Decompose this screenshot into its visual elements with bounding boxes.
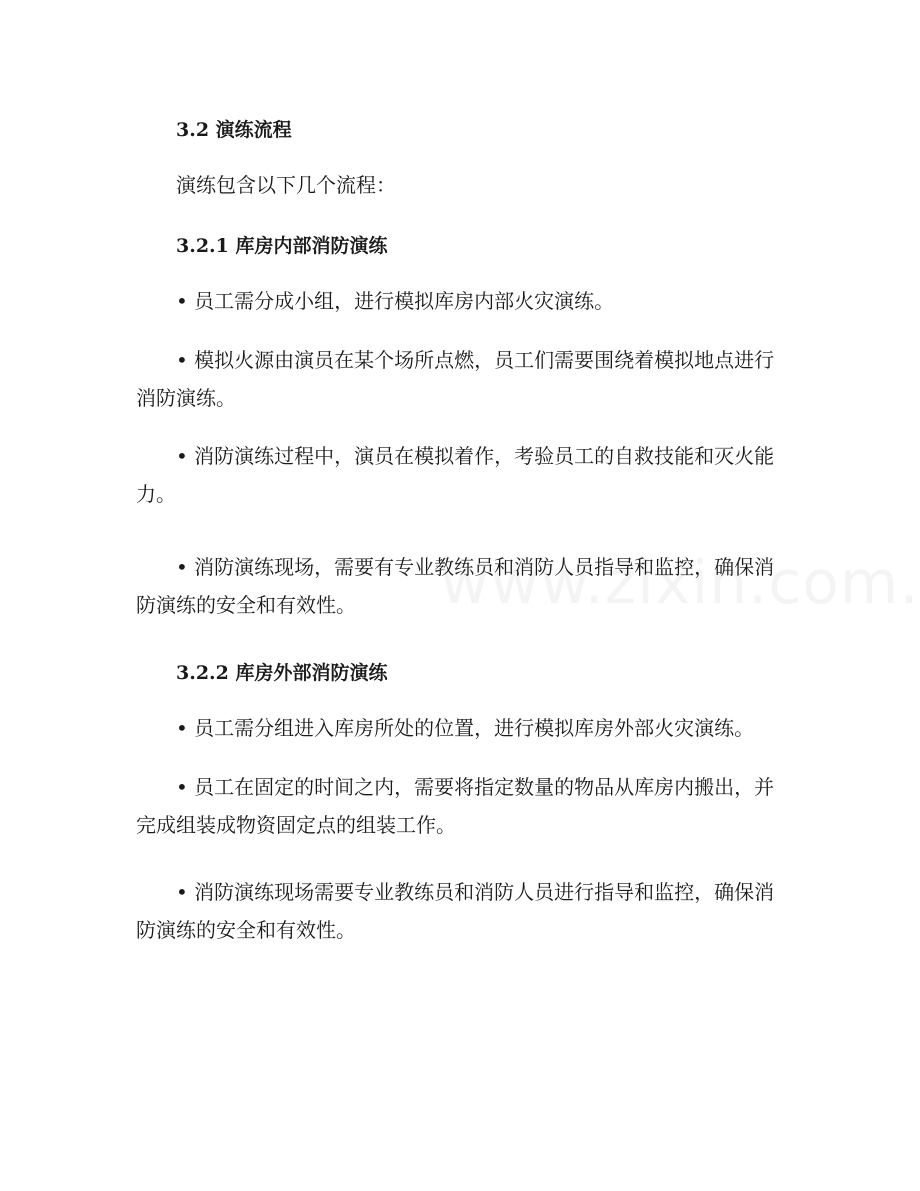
list-item: • 消防演练现场，需要有专业教练员和消防人员指导和监控，确保消防演练的安全和有效性。 (136, 555, 775, 617)
list-item: • 员工需分成小组，进行模拟库房内部火灾演练。 (176, 289, 615, 313)
list-item: • 消防演练过程中，演员在模拟着作，考验员工的自救技能和灭火能力。 (136, 444, 775, 506)
list-item: • 消防演练现场需要专业教练员和消防人员进行指导和监控，确保消防演练的安全和有效性。 (136, 880, 775, 942)
subsection-heading-1: 3.2.1 库房内部消防演练 (176, 235, 388, 257)
list-item: • 员工需分组进入库房所处的位置，进行模拟库房外部火灾演练。 (176, 716, 755, 740)
section-heading: 3.2 演练流程 (176, 119, 292, 141)
list-item: • 员工在固定的时间之内，需要将指定数量的物品从库房内搬出，并完成组装成物资固定点的组装工作。 (136, 775, 775, 837)
list-item: • 模拟火源由演员在某个场所点燃，员工们需要围绕着模拟地点进行消防演练。 (136, 348, 775, 410)
section-intro: 演练包含以下几个流程： (176, 173, 396, 197)
subsection-heading-2: 3.2.2 库房外部消防演练 (176, 662, 388, 684)
